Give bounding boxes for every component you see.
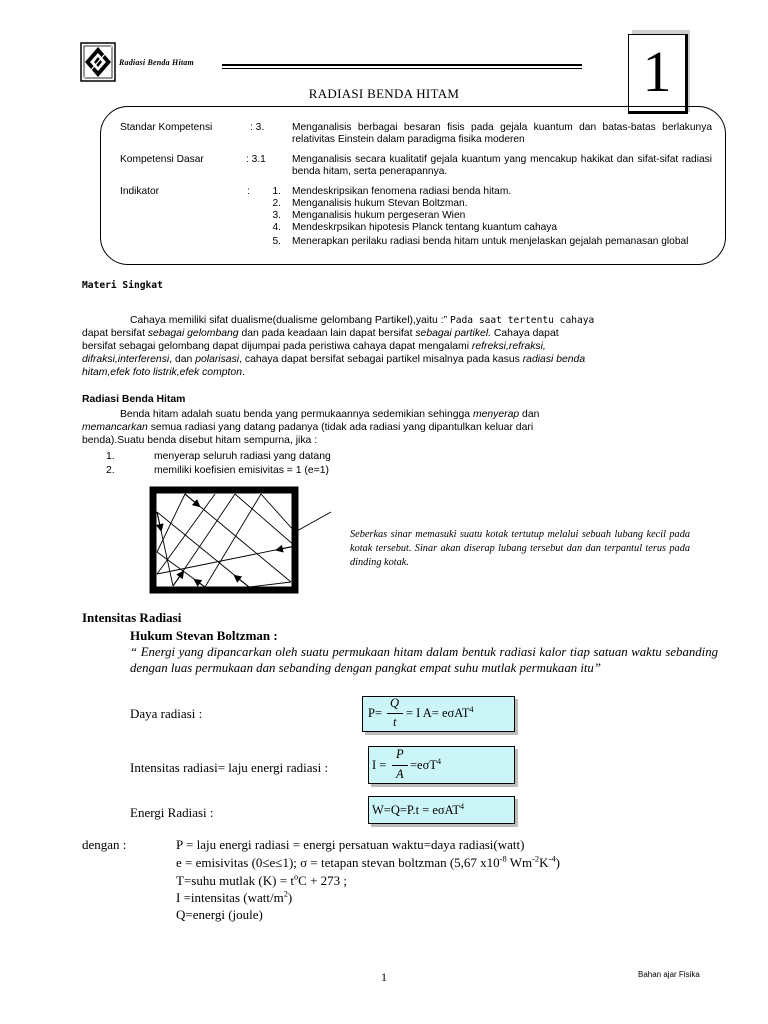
radiasi-line-2 — [82, 421, 712, 434]
text: polarisasi — [195, 354, 240, 365]
formula-rhs — [406, 706, 474, 721]
text: = I A= eσAT — [406, 706, 470, 720]
blackbody-cavity-diagram — [145, 482, 335, 598]
radiasi-item: memiliki koefisien emisivitas = 1 (e=1) — [154, 465, 329, 476]
fraction-bar — [392, 765, 408, 766]
text: , cahaya dapat bersifat sebagai partikel misalnya pada kasus — [239, 354, 523, 365]
radiasi-line-3: benda).Suatu benda disebut hitam sempurna, jika : — [82, 435, 318, 446]
standar-text: Menganalisis berbagai besaran fisis pada gejala kuantum dan batas-batas berlakunya relativitas Einstein dalam paradigma fisika moderen — [292, 122, 712, 145]
indikator-num: 2. — [272, 198, 281, 209]
dasar-text: Menganalisis secara kualitatif gejala kuantum yang mencakup hakikat dan sifat-sifat radiasi benda hitam, serta penerapannya. — [292, 154, 712, 177]
figure-caption: Seberkas sinar memasuki suatu kotak tertutup melalui sebuah lubang kecil pada kotak tersebut. Sinar akan diserap lubang tersebut dan dan terpantul terus pada dinding kotak. — [350, 529, 690, 568]
legend-line — [176, 890, 292, 906]
indikator-num: 3. — [272, 210, 281, 221]
formula-box-energi — [368, 796, 515, 824]
text: difraksi,interferensi — [82, 354, 170, 365]
text: . — [241, 367, 245, 378]
indikator-item: Menganalisis hukum Stevan Boltzman. — [292, 198, 468, 209]
materi-heading: Materi Singkat — [82, 280, 163, 291]
text: dan — [519, 409, 540, 420]
radiasi-item-num: 2. — [106, 465, 115, 476]
header-rule — [222, 64, 582, 66]
legend-prefix: dengan : — [82, 837, 127, 852]
text: e = emisivitas (0≤e≤1); σ = tetapan stevan boltzman (5,67 x10 — [176, 855, 500, 870]
indikator-num: 4. — [272, 222, 281, 233]
indikator-num: 1. — [272, 186, 281, 197]
formula-denominator: A — [396, 767, 404, 781]
dasar-label: Kompetensi Dasar — [120, 154, 204, 165]
legend-line: Q=energi (joule) — [176, 907, 263, 922]
text: I =intensitas (watt/m — [176, 890, 284, 905]
intensitas-heading: Intensitas Radiasi — [82, 610, 182, 625]
materi-line-4 — [82, 353, 712, 366]
text: sebagai partikel. — [415, 328, 492, 339]
indikator-item: Menerapkan perilaku radiasi benda hitam untuk menjelaskan gejalah pemanasan global — [292, 236, 689, 247]
formula-lhs: P= — [368, 706, 383, 720]
text: Cahaya memiliki sifat dualisme(dualisme gelombang Partikel),yaitu :” — [130, 315, 448, 326]
text: -2 — [532, 853, 540, 864]
text: bersifat sebagai gelombang dapat dijumpai pada peristiwa cahaya dapat mengalami — [82, 341, 472, 352]
dasar-code: : 3.1 — [246, 154, 266, 165]
text: 4 — [469, 704, 474, 714]
text: =eσT — [410, 758, 437, 772]
text: refreksi,refraksi, — [471, 341, 546, 352]
legend-line — [176, 873, 347, 889]
text: Wm — [506, 855, 533, 870]
text: T=suhu mutlak (K) = t — [176, 873, 294, 888]
text: Pada saat tertentu cahaya — [449, 315, 595, 326]
text: memancarkan — [82, 422, 148, 433]
legend-line — [176, 855, 560, 871]
radiasi-heading: Radiasi Benda Hitam — [82, 394, 186, 405]
text: ) — [555, 855, 560, 870]
indikator-colon: : — [247, 186, 250, 197]
chapter-number: 1 — [642, 39, 672, 104]
diamond-logo-icon — [80, 42, 116, 82]
radiasi-line-1 — [82, 408, 712, 421]
formula-denominator: t — [393, 715, 397, 729]
text: Cahaya dapat — [491, 328, 559, 339]
materi-line-5 — [82, 366, 712, 379]
text: sebagai gelombang — [147, 328, 239, 339]
indikator-num: 5. — [272, 236, 281, 247]
indikator-label: Indikator — [120, 186, 160, 197]
legend-line: P = laju energi radiasi = energi persatuan waktu=daya radiasi(watt) — [176, 837, 525, 852]
indikator-item: Menganalisis hukum pergeseran Wien — [292, 210, 466, 221]
formula-numerator: P — [396, 747, 404, 761]
materi-line-3 — [82, 340, 712, 353]
text: 4 — [436, 756, 442, 766]
text: ) — [287, 890, 293, 905]
standar-label: Standar Kompetensi — [120, 122, 213, 133]
materi-line-1 — [82, 314, 712, 327]
formula-lhs: I = — [372, 758, 387, 772]
page-title: RADIASI BENDA HITAM — [308, 86, 460, 101]
materi-line-2 — [82, 327, 712, 340]
indikator-item: Mendeskrpsikan hipotesis Planck tentang kuantum cahaya — [292, 222, 558, 233]
text: o — [293, 871, 299, 882]
radiasi-item: menyerap seluruh radiasi yang datang — [154, 451, 331, 462]
text: semua radiasi yang datang padanya (tidak ada radiasi yang dipantulkan keluar dari — [147, 422, 534, 433]
indikator-item: Mendeskripsikan fenomena radiasi benda hitam. — [292, 186, 512, 197]
text: -4 — [548, 853, 556, 864]
formula-label: Intensitas radiasi= laju energi radiasi : — [130, 760, 329, 775]
text: W=Q=P.t = eσAT — [372, 803, 460, 817]
text: menyerap — [472, 409, 520, 420]
text: dan pada keadaan lain dapat bersifat — [238, 328, 416, 339]
radiasi-item-num: 1. — [106, 451, 115, 462]
text: K — [539, 855, 549, 870]
formula-numerator: Q — [390, 696, 400, 710]
formula-label: Energi Radiasi : — [130, 805, 214, 820]
text: 2 — [283, 888, 288, 899]
header-rule-thin — [222, 68, 582, 69]
text: dapat bersifat — [82, 328, 148, 339]
page-number: 1 — [381, 970, 387, 984]
text: , dan — [169, 354, 196, 365]
fraction-bar — [387, 713, 403, 714]
formula-label: Daya radiasi : — [130, 706, 203, 721]
formula-box-daya — [362, 696, 515, 732]
text: C + 273 ; — [298, 873, 348, 888]
formula-rhs — [372, 803, 464, 818]
text: radiasi benda — [522, 354, 586, 365]
text: Benda hitam adalah suatu benda yang permukaannya sedemikian sehingga — [120, 409, 473, 420]
formula-box-intensitas — [368, 746, 515, 784]
header-label: Radiasi Benda Hitam — [119, 58, 194, 67]
formula-rhs — [410, 758, 441, 773]
stefan-boltzman-heading: Hukum Stevan Boltzman : — [130, 628, 278, 643]
text: hitam,efek foto listrik,efek compton — [82, 367, 242, 378]
footer-note: Bahan ajar Fisika — [638, 970, 700, 979]
text: -8 — [499, 853, 507, 864]
stefan-boltzman-quote: “ Energi yang dipancarkan oleh suatu permukaan hitam dalam bentuk radiasi kalor tiap satuan waktu sebanding dengan luas permukaan dan sebanding dengan pangkat empat suhu mutlak permukaan itu” — [130, 645, 718, 675]
text: 4 — [459, 801, 465, 811]
standar-code: : 3. — [250, 122, 265, 133]
